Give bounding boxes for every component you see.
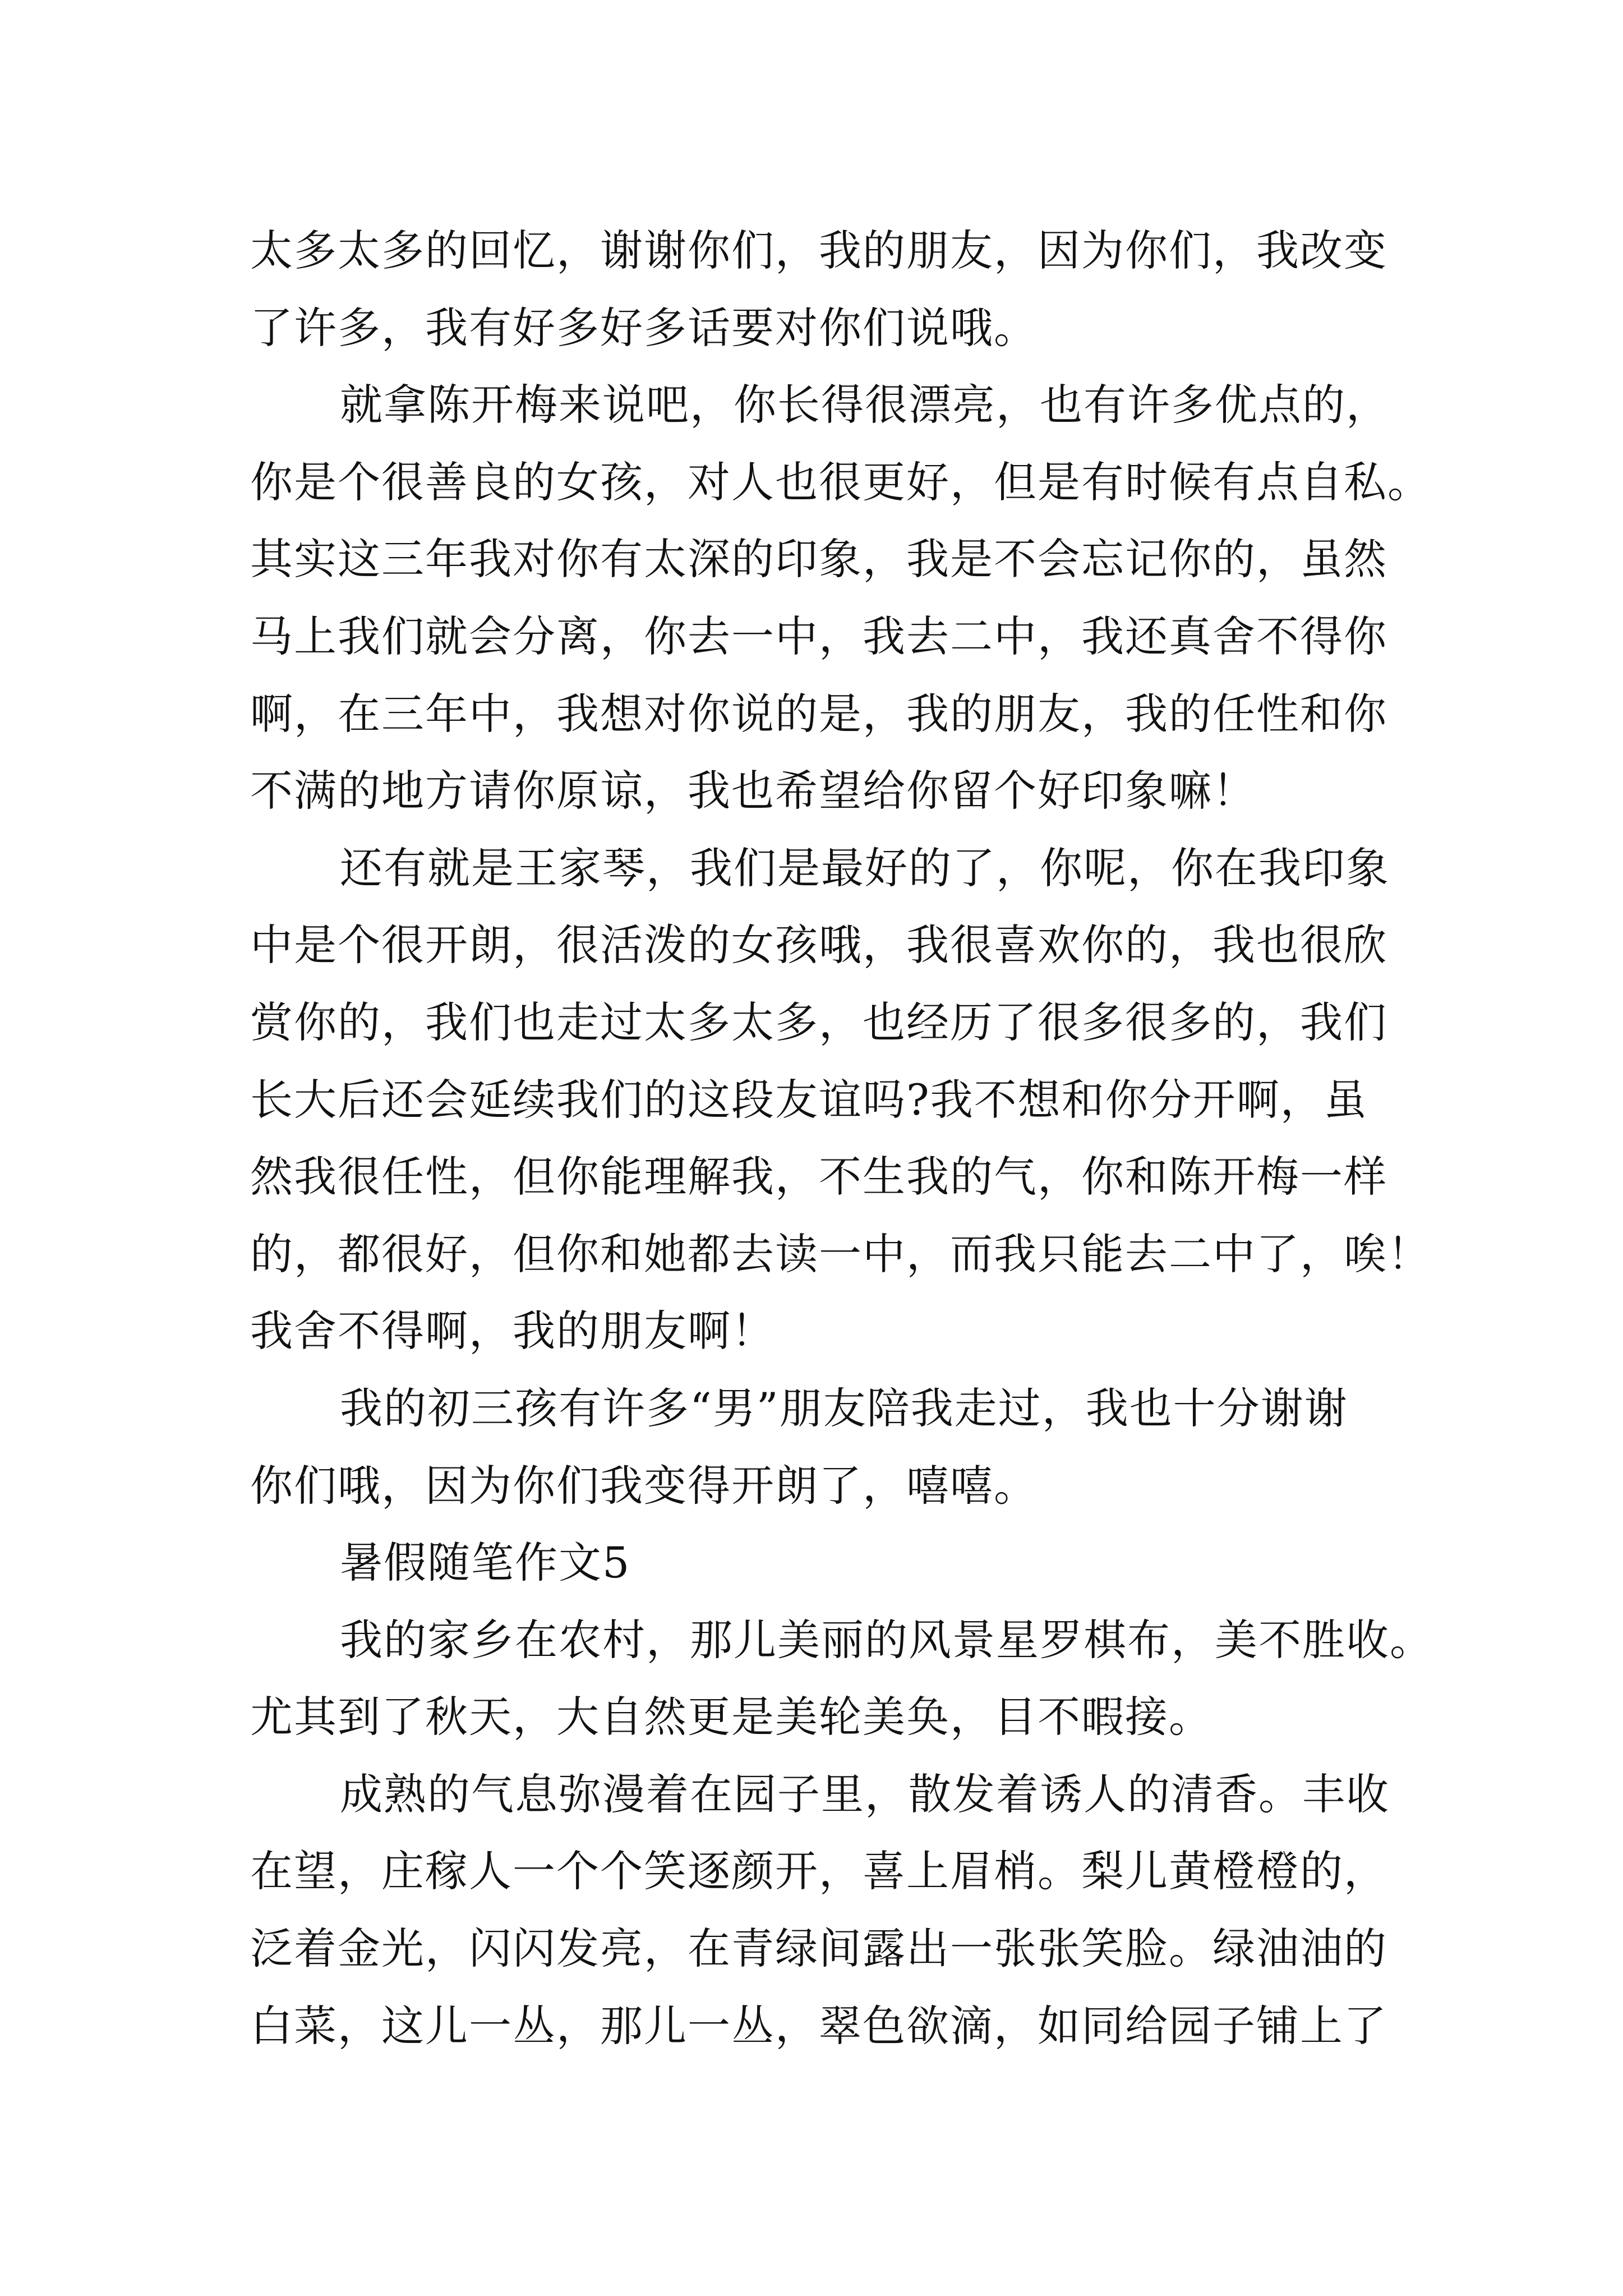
text-line: 你们哦，因为你们我变得开朗了，嘻嘻。 xyxy=(250,1460,1038,1511)
text-line: 长大后还会延续我们的这段友谊吗?我不想和你分开啊，虽 xyxy=(250,1074,1368,1125)
text-line: 还有就是王家琴，我们是最好的了，你呢，你在我印象 xyxy=(340,843,1390,893)
text-line: 马上我们就会分离，你去一中，我去二中，我还真舍不得你 xyxy=(250,611,1387,661)
text-line: 其实这三年我对你有太深的印象，我是不会忘记你的，虽然 xyxy=(250,534,1387,585)
text-line: 暑假随笔作文5 xyxy=(340,1538,631,1588)
text-line: 我舍不得啊，我的朋友啊！ xyxy=(250,1306,775,1356)
text-line: 的，都很好，但你和她都去读一中，而我只能去二中了，唉！ xyxy=(250,1228,1431,1279)
text-line: 然我很任性，但你能理解我，不生我的气，你和陈开梅一样 xyxy=(250,1152,1387,1202)
text-line: 啊，在三年中，我想对你说的是，我的朋友，我的任性和你 xyxy=(250,688,1387,739)
text-line: 太多太多的回忆，谢谢你们，我的朋友，因为你们，我改变 xyxy=(250,226,1387,275)
text-line: 在望，庄稼人一个个笑逐颜开，喜上眉梢。梨儿黄橙橙的， xyxy=(250,1846,1387,1897)
text-line: 尤其到了秋天，大自然更是美轮美奂，目不暇接。 xyxy=(250,1692,1212,1742)
text-line: 就拿陈开梅来说吧，你长得很漂亮，也有许多优点的， xyxy=(340,380,1390,430)
text-line: 白菜，这儿一丛，那儿一丛，翠色欲滴，如同给园子铺上了 xyxy=(250,2000,1387,2051)
text-line: 不满的地方请你原谅，我也希望给你留个好印象嘛！ xyxy=(250,766,1256,816)
text-line: 你是个很善良的女孩，对人也很更好，但是有时候有点自私。 xyxy=(250,457,1431,507)
document-body xyxy=(250,212,1433,2064)
text-line: 泛着金光，闪闪发亮，在青绿间露出一张张笑脸。绿油油的 xyxy=(250,1924,1387,1974)
text-line: 我的初三孩有许多“男”朋友陪我走过，我也十分谢谢 xyxy=(340,1383,1348,1433)
text-line: 我的家乡在农村，那儿美丽的风景星罗棋布，美不胜收。 xyxy=(340,1614,1433,1665)
text-line: 了许多，我有好多好多话要对你们说哦。 xyxy=(250,302,1038,353)
text-line: 成熟的气息弥漫着在园子里，散发着诱人的清香。丰收 xyxy=(340,1769,1390,1819)
text-line: 中是个很开朗，很活泼的女孩哦，我很喜欢你的，我也很欣 xyxy=(250,920,1387,970)
text-line: 赏你的，我们也走过太多太多，也经历了很多很多的，我们 xyxy=(250,997,1387,1047)
